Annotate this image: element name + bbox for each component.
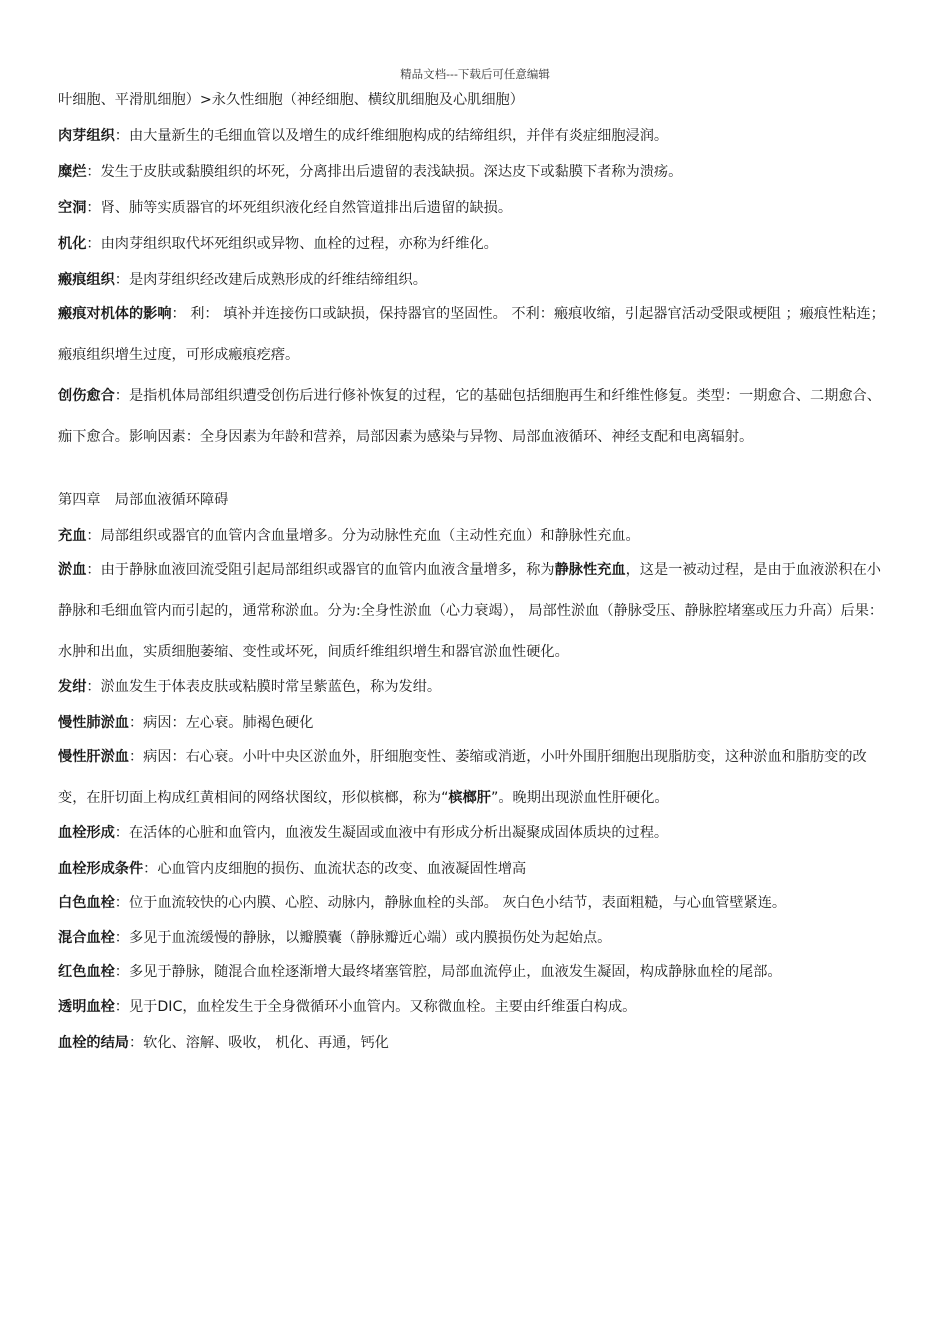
term: 创伤愈合: [58, 388, 115, 404]
document-body: [58, 88, 894, 1055]
definition: 利： 填补并连接伤口或缺损，保持器官的坚固性。 不利：瘢痕收缩，引起器官活动受限或梗阻 ；瘢痕性粘连；瘢痕组织增生过度，可形成瘢痕疙瘩。: [58, 306, 885, 363]
term: 红色血栓: [58, 964, 115, 980]
term-separator: ：: [86, 236, 101, 252]
definition: 病因：右心衰。小叶中央区淤血外，肝细胞变性、萎缩或消逝，小叶外围肝细胞出现脂肪变，这种淤血和脂肪变的改变，在肝切面上构成红黄相间的网络状图纹，形似槟榔，称为“: [58, 749, 867, 806]
term-separator: ：: [114, 272, 129, 288]
term-separator: ：: [128, 749, 144, 765]
definition: 软化、溶解、吸收， 机化、再通，钙化: [143, 1035, 389, 1051]
term: 糜烂: [58, 164, 87, 180]
paragraph-thrombus-outcome: [58, 1031, 894, 1055]
term-separator: ：: [114, 825, 129, 841]
term-separator: ：: [114, 128, 129, 144]
term: 瘢痕对机体的影响: [58, 306, 172, 322]
page-header: 精品文档---下载后可任意编辑: [400, 67, 550, 81]
definition: 由大量新生的毛细血管以及增生的成纤维细胞构成的结缔组织，并伴有炎症细胞浸润。: [128, 128, 669, 144]
paragraph-cavity: [58, 196, 894, 220]
term: 肉芽组织: [58, 128, 115, 144]
term-separator: ：: [114, 895, 129, 911]
term-separator: ：: [86, 679, 101, 695]
paragraph-scar-tissue: [58, 268, 894, 292]
paragraph-scar-effects: [58, 294, 894, 376]
definition: 是肉芽组织经改建后成熟形成的纤维结缔组织。: [128, 272, 427, 288]
term-separator: ：: [171, 306, 186, 322]
term-separator: ：: [143, 861, 158, 877]
term: 混合血栓: [58, 930, 115, 946]
term: 慢性肝淤血: [58, 749, 129, 765]
term-separator: ：: [128, 715, 144, 731]
definition: 见于DIC，血栓发生于全身微循环小血管内。又称微血栓。主要由纤维蛋白构成。: [128, 999, 637, 1015]
paragraph-granulation-tissue: [58, 124, 894, 148]
term-separator: ：: [86, 562, 101, 578]
term: 慢性肺淤血: [58, 715, 129, 731]
paragraph-chronic-lung-congestion: [58, 711, 894, 735]
term: 白色血栓: [58, 895, 115, 911]
term: 血栓的结局: [58, 1035, 129, 1051]
definition: 局部组织或器官的血管内含血量增多。分为动脉性充血（主动性充血）和静脉性充血。: [100, 528, 640, 544]
term-separator: ：: [86, 200, 101, 216]
paragraph-mixed-thrombus: [58, 926, 894, 950]
paragraph-red-thrombus: [58, 952, 894, 993]
term: 空洞: [58, 200, 87, 216]
paragraph-hyperemia: [58, 524, 894, 548]
term-separator: ：: [114, 930, 129, 946]
emphasis: 槟榔肝: [448, 790, 491, 806]
paragraph-thrombosis: [58, 821, 894, 845]
paragraph-text: 叶细胞、平滑肌细胞）>永久性细胞（神经细胞、横纹肌细胞及心肌细胞）: [58, 92, 524, 108]
emphasis: 静脉性充血: [554, 562, 626, 578]
paragraph-white-thrombus: [58, 883, 894, 924]
term-separator: ：: [86, 528, 101, 544]
paragraph-cell-types: [58, 88, 894, 112]
definition-continued: ，这是一被动过程，是由于血液淤积在小静脉和毛细血管内而引起的，通常称淤血。分为:全身性淤血（心力衰竭）， 局部性淤血（静脉受压、静脉腔堵塞或压力升高）后果：水肿和出血，实质细胞萎缩、变性或坏死，间质纤维组织增生和器官淤血性硬化。: [58, 562, 884, 660]
paragraph-thrombosis-conditions: [58, 857, 894, 881]
definition: 多见于静脉，随混合血栓逐渐增大最终堵塞管腔，局部血流停止，血液发生凝固，构成静脉血栓的尾部。: [128, 964, 782, 980]
term-separator: ：: [114, 999, 129, 1015]
term: 透明血栓: [58, 999, 115, 1015]
chapter-heading: 第四章 局部血液循环障碍: [58, 492, 229, 508]
definition: 肾、肺等实质器官的坏死组织液化经自然管道排出后遗留的缺损。: [100, 200, 513, 216]
term: 血栓形成: [58, 825, 115, 841]
definition: 由于静脉血液回流受阻引起局部组织或器官的血管内血液含量增多，称为: [100, 562, 555, 578]
definition: 多见于血流缓慢的静脉，以瓣膜囊（静脉瓣近心端）或内膜损伤处为起始点。: [128, 930, 612, 946]
term: 淤血: [58, 562, 87, 578]
paragraph-erosion: [58, 160, 894, 184]
term: 血栓形成条件: [58, 861, 144, 877]
definition: 位于血流较快的心内膜、心腔、动脉内，静脉血栓的头部。 灰白色小结节，表面粗糙，与心血管壁紧连。: [128, 895, 787, 911]
paragraph-organization: [58, 232, 894, 256]
term: 瘢痕组织: [58, 272, 115, 288]
paragraph-hyaline-thrombus: [58, 995, 894, 1019]
term: 充血: [58, 528, 87, 544]
term: 机化: [58, 236, 87, 252]
definition: 由肉芽组织取代坏死组织或异物、血栓的过程，亦称为纤维化。: [100, 236, 498, 252]
definition: 是指机体局部组织遭受创伤后进行修补恢复的过程，它的基础包括细胞再生和纤维性修复。类型：一期愈合、二期愈合、痂下愈合。影响因素：全身因素为年龄和营养，局部因素为感染与异物、局部血液循环、神经支配和电离辐射。: [58, 388, 881, 445]
definition: 心血管内皮细胞的损伤、血流状态的改变、血液凝固性增高: [157, 861, 527, 877]
definition: 淤血发生于体表皮肤或粘膜时常呈紫蓝色，称为发绀。: [100, 679, 442, 695]
term-separator: ：: [128, 1035, 144, 1051]
term-separator: ：: [114, 388, 129, 404]
term-separator: ：: [86, 164, 101, 180]
paragraph-congestion: [58, 550, 894, 673]
term: 发绀: [58, 679, 87, 695]
paragraph-cyanosis: [58, 675, 894, 699]
paragraph-wound-healing: [58, 376, 894, 458]
definition-continued: ”。晚期出现淤血性肝硬化。: [491, 790, 669, 806]
definition: 在活体的心脏和血管内，血液发生凝固或血液中有形成分析出凝聚成固体质块的过程。: [128, 825, 669, 841]
paragraph-chronic-liver-congestion: [58, 737, 894, 819]
definition: 病因：左心衰。肺褐色硬化: [143, 715, 314, 731]
definition: 发生于皮肤或黏膜组织的坏死，分离排出后遗留的表浅缺损。深达皮下或黏膜下者称为溃疡。: [100, 164, 683, 180]
term-separator: ：: [114, 964, 129, 980]
